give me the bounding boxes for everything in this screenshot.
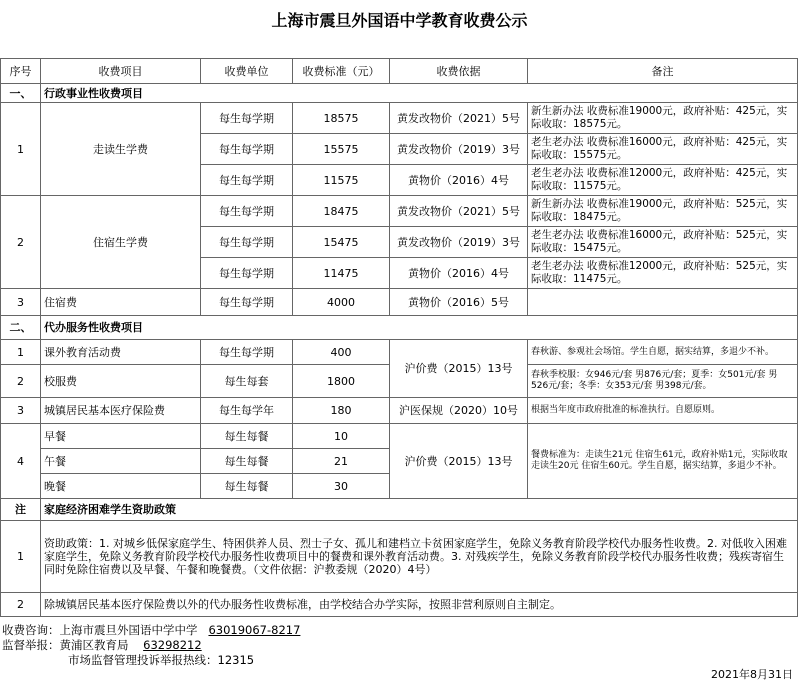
row-item: 早餐 [41, 424, 201, 449]
table-row [1, 340, 798, 365]
row-unit: 每生每餐 [201, 449, 293, 474]
supervise-phone: 63298212 [143, 638, 202, 652]
row-amount: 4000 [293, 289, 390, 316]
row-basis: 黄物价（2016）5号 [390, 289, 528, 316]
fee-table [0, 58, 798, 617]
section-name: 代办服务性收费项目 [41, 316, 798, 340]
row-unit: 每生每餐 [201, 474, 293, 499]
table-row [1, 289, 798, 316]
row-note: 老生老办法 收费标准16000元，政府补贴：525元，实际收取：15475元。 [528, 227, 798, 258]
row-basis: 黄物价（2016）4号 [390, 165, 528, 196]
row-amount: 11575 [293, 165, 390, 196]
row-no: 2 [1, 365, 41, 398]
supervise-org: 黄浦区教育局 [59, 638, 129, 652]
table-row [1, 593, 798, 617]
row-unit: 每生每学期 [201, 227, 293, 258]
header-item: 收费项目 [41, 59, 201, 84]
section-no: 一、 [1, 84, 41, 103]
row-item: 住宿费 [41, 289, 201, 316]
row-unit: 每生每学期 [201, 134, 293, 165]
row-item: 晚餐 [41, 474, 201, 499]
row-amount: 180 [293, 398, 390, 424]
row-unit: 每生每学期 [201, 340, 293, 365]
note-text: 除城镇居民基本医疗保险费以外的代办服务性收费标准，由学校结合办学实际，按照非营利原则自主制定。 [41, 593, 798, 617]
row-item: 城镇居民基本医疗保险费 [41, 398, 201, 424]
note-no: 1 [1, 521, 41, 593]
row-basis: 黄发改物价（2021）5号 [390, 196, 528, 227]
row-note: 新生新办法 收费标准19000元，政府补贴：425元，实际收取：18575元。 [528, 103, 798, 134]
note-text: 资助政策：1. 对城乡低保家庭学生、特困供养人员、烈士子女、孤儿和建档立卡贫困家庭学生，免除义务教育阶段学校代办服务性收费。2. 对低收入困难家庭学生，免除义务教育阶段学校代办服务性收费项目中的餐费和课外教育活动费。3. 对残疾学生，免除义务教育阶段学校代办服务性收费；残疾寄宿生同时免除住宿费以及早餐、午餐和晚餐费。（文件依据：沪教委规（2020）4号） [41, 521, 798, 593]
section-name: 行政事业性收费项目 [41, 84, 798, 103]
header-no: 序号 [1, 59, 41, 84]
row-no: 1 [1, 340, 41, 365]
row-amount: 400 [293, 340, 390, 365]
row-unit: 每生每套 [201, 365, 293, 398]
row-amount: 15475 [293, 227, 390, 258]
row-note [528, 289, 798, 316]
footer-consult [2, 622, 300, 638]
row-unit: 每生每学期 [201, 103, 293, 134]
row-item: 住宿生学费 [41, 196, 201, 289]
row-note: 老生老办法 收费标准12000元，政府补贴：425元，实际收取：11575元。 [528, 165, 798, 196]
row-note: 老生老办法 收费标准12000元，政府补贴：525元，实际收取：11475元。 [528, 258, 798, 289]
row-note: 春秋季校服：女946元/套 男876元/套；夏季：女501元/套 男526元/套；冬季：女353元/套 男398元/套。 [528, 365, 798, 398]
table-row [1, 398, 798, 424]
row-note: 根据当年度市政府批准的标准执行。自愿原则。 [528, 398, 798, 424]
section-row [1, 84, 798, 103]
row-note: 餐费标准为：走读生21元 住宿生61元，政府补贴1元，实际收取走读生20元 住宿生60元。学生自愿，据实结算，多退少不补。 [528, 424, 798, 499]
row-amount: 18475 [293, 196, 390, 227]
row-amount: 10 [293, 424, 390, 449]
row-unit: 每生每餐 [201, 424, 293, 449]
row-unit: 每生每学期 [201, 289, 293, 316]
page-title: 上海市震旦外国语中学教育收费公示 [271, 11, 528, 30]
header-basis: 收费依据 [390, 59, 528, 84]
table-row [1, 424, 798, 449]
footer-date: 2021年8月31日 [711, 668, 793, 681]
row-item: 校服费 [41, 365, 201, 398]
row-amount: 1800 [293, 365, 390, 398]
row-unit: 每生每学期 [201, 196, 293, 227]
row-unit: 每生每学期 [201, 258, 293, 289]
row-amount: 30 [293, 474, 390, 499]
supervise-label: 监督举报： [2, 638, 60, 652]
row-amount: 11475 [293, 258, 390, 289]
row-basis: 沪价费（2015）13号 [390, 424, 528, 499]
row-unit: 每生每学年 [201, 398, 293, 424]
section-name: 家庭经济困难学生资助政策 [41, 499, 798, 521]
consult-org: 上海市震旦外国语中学中学 [59, 623, 198, 637]
table-header-row [1, 59, 798, 84]
header-note: 备注 [528, 59, 798, 84]
note-no: 2 [1, 593, 41, 617]
section-no: 二、 [1, 316, 41, 340]
row-note: 春秋游、参观社会场馆。学生自愿，据实结算，多退少不补。 [528, 340, 798, 365]
table-row [1, 196, 798, 227]
row-basis: 沪医保规（2020）10号 [390, 398, 528, 424]
row-basis: 黄发改物价（2021）5号 [390, 103, 528, 134]
row-no: 3 [1, 289, 41, 316]
consult-label: 收费咨询： [2, 623, 60, 637]
header-unit: 收费单位 [201, 59, 293, 84]
footer-hotline: 市场监督管理投诉举报热线：12315 [68, 653, 255, 667]
row-item: 走读生学费 [41, 103, 201, 196]
row-no: 2 [1, 196, 41, 289]
row-amount: 15575 [293, 134, 390, 165]
consult-phone: 63019067-8217 [208, 623, 301, 637]
footer-supervise [2, 637, 202, 653]
row-unit: 每生每学期 [201, 165, 293, 196]
section-row [1, 316, 798, 340]
row-note: 老生老办法 收费标准16000元，政府补贴：425元，实际收取：15575元。 [528, 134, 798, 165]
row-no: 3 [1, 398, 41, 424]
row-item: 午餐 [41, 449, 201, 474]
section-no: 注 [1, 499, 41, 521]
row-no: 4 [1, 424, 41, 499]
table-row [1, 521, 798, 593]
row-amount: 21 [293, 449, 390, 474]
table-row [1, 103, 798, 134]
row-note: 新生新办法 收费标准19000元，政府补贴：525元，实际收取：18475元。 [528, 196, 798, 227]
row-basis: 沪价费（2015）13号 [390, 340, 528, 398]
row-basis: 黄物价（2016）4号 [390, 258, 528, 289]
row-amount: 18575 [293, 103, 390, 134]
row-basis: 黄发改物价（2019）3号 [390, 134, 528, 165]
row-basis: 黄发改物价（2019）3号 [390, 227, 528, 258]
header-amount: 收费标准（元） [293, 59, 390, 84]
section-row [1, 499, 798, 521]
row-item: 课外教育活动费 [41, 340, 201, 365]
row-no: 1 [1, 103, 41, 196]
